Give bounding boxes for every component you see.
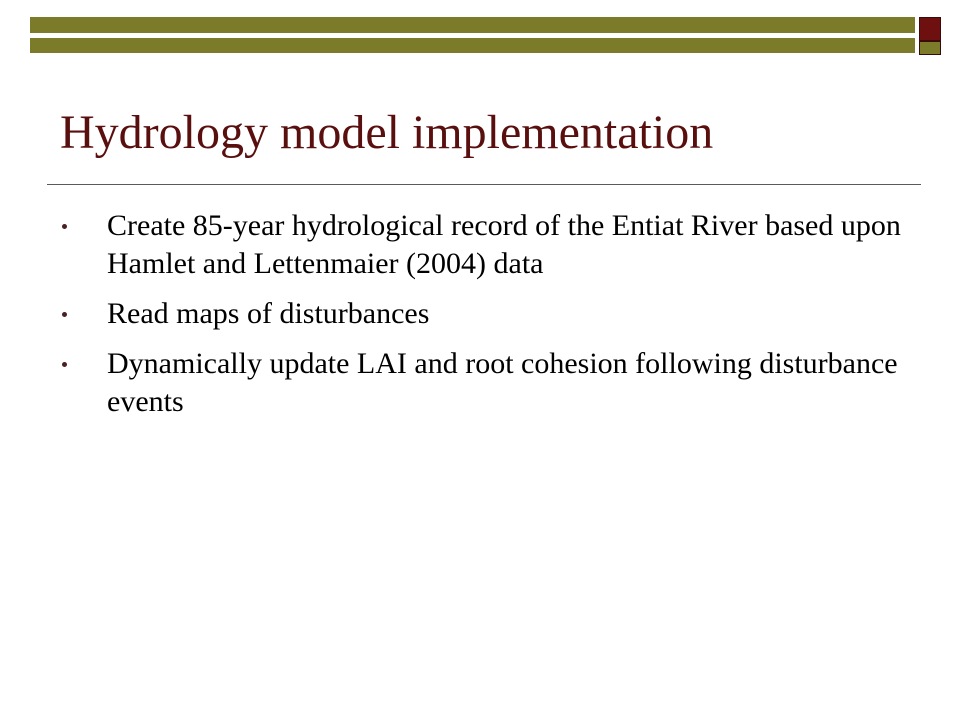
header-band — [30, 17, 915, 53]
title-divider — [47, 184, 921, 185]
bullet-icon — [62, 224, 67, 229]
bullet-list — [62, 207, 922, 433]
slide-title: Hydrology model implementation — [60, 106, 714, 159]
bullet-text: Read maps of disturbances — [107, 297, 430, 330]
corner-square-accent — [919, 17, 941, 41]
bullet-item — [62, 207, 922, 283]
bullet-text: Create 85-year hydrological record of the Entiat River based upon Hamlet and Lettenmaier (2004) data — [107, 209, 901, 280]
bullet-item — [62, 345, 922, 421]
corner-square-lower — [919, 41, 941, 55]
header-band-lower — [30, 38, 915, 53]
bullet-icon — [62, 362, 67, 367]
bullet-icon — [62, 312, 67, 317]
bullet-text: Dynamically update LAI and root cohesion following disturbance events — [107, 347, 898, 418]
bullet-item — [62, 295, 922, 333]
